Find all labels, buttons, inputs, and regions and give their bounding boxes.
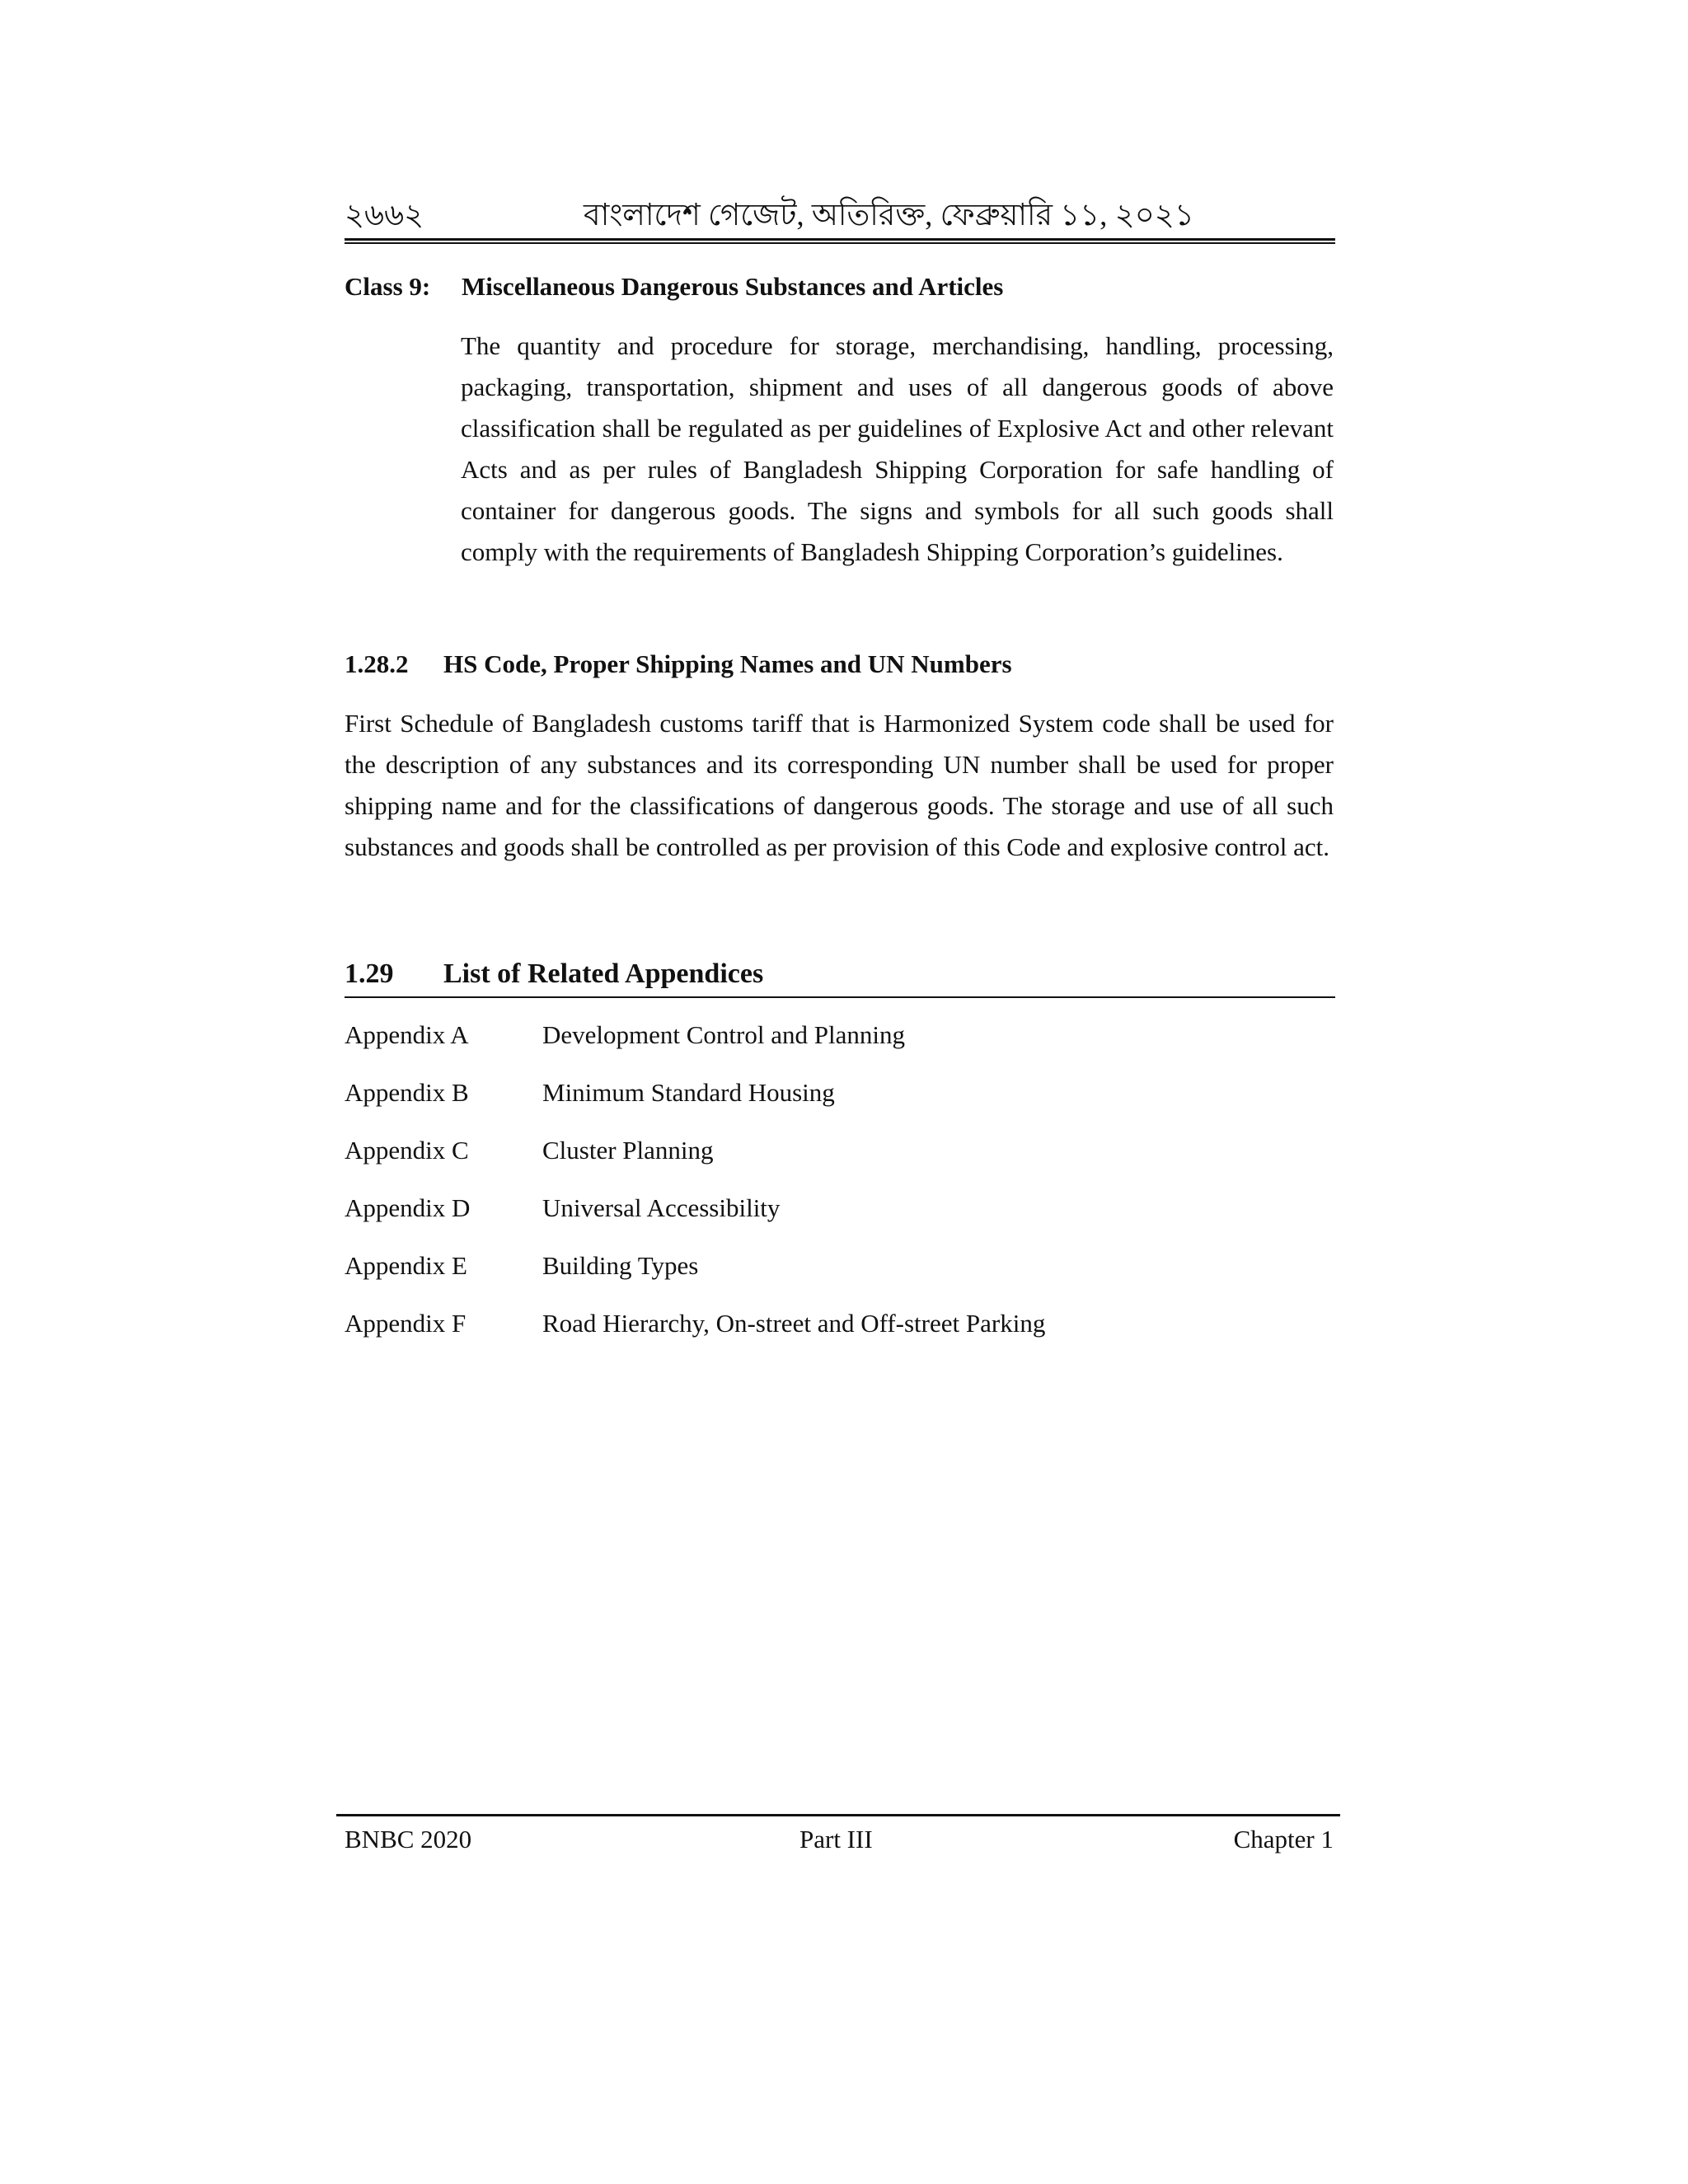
appendix-id: Appendix B — [345, 1078, 469, 1107]
list-item — [345, 1076, 1335, 1134]
appendix-id: Appendix C — [345, 1136, 469, 1165]
page-footer — [345, 1821, 1334, 1858]
section-1-28-2-body: First Schedule of Bangladesh customs tariff that is Harmonized System code shall be used for the description of any substances and its corresponding UN number shall be used for proper shipping name and for the classifications of dangerous goods. The storage and use of all such substances and goods shall be controlled as per provision of this Code and explosive control act. — [345, 709, 1334, 861]
list-item — [345, 1249, 1335, 1307]
appendix-title: Development Control and Planning — [542, 1020, 905, 1049]
footer-part: Part III — [799, 1825, 873, 1854]
appendix-id: Appendix D — [345, 1193, 471, 1222]
class9-label: Class 9: — [345, 272, 431, 301]
footer-code: BNBC 2020 — [345, 1825, 472, 1854]
header-rule-thick — [345, 238, 1335, 241]
appendix-title: Cluster Planning — [542, 1136, 714, 1165]
section-1-29-title: List of Related Appendices — [443, 958, 764, 989]
appendix-title: Universal Accessibility — [542, 1193, 781, 1222]
class9-body: The quantity and procedure for storage, merchandising, handling, processing, packaging, transportation, shipment and uses of all dangerous goods of above classification shall be regulated as per guidelines of Explosive Act and other relevant Acts and as per rules of Bangladesh Shipping Corporation for safe handling of container for dangerous goods. The signs and symbols for all such goods shall comply with the requirements of Bangladesh Shipping Corporation’s guidelines. — [461, 331, 1334, 566]
list-item — [345, 1019, 1335, 1076]
gazette-header — [345, 191, 1335, 241]
section-1-28-2-number: 1.28.2 — [345, 649, 409, 678]
header-rule-thin — [345, 242, 1335, 244]
footer-chapter: Chapter 1 — [1233, 1825, 1334, 1854]
section-1-28-2-heading — [345, 648, 1012, 681]
appendix-title: Road Hierarchy, On-street and Off-street Parking — [542, 1309, 1046, 1338]
appendix-title: Minimum Standard Housing — [542, 1078, 835, 1107]
section-rule — [345, 996, 1335, 998]
footer-rule — [336, 1814, 1340, 1816]
appendix-id: Appendix F — [345, 1309, 467, 1338]
document-page — [345, 0, 1335, 2184]
list-item — [345, 1307, 1335, 1365]
section-1-29-number: 1.29 — [345, 958, 394, 989]
appendix-id: Appendix E — [345, 1251, 467, 1280]
class9-heading — [345, 270, 1003, 303]
section-1-28-2-title: HS Code, Proper Shipping Names and UN Numbers — [443, 649, 1012, 678]
appendix-title: Building Types — [542, 1251, 699, 1280]
appendix-id: Appendix A — [345, 1020, 469, 1049]
class9-title: Miscellaneous Dangerous Substances and Articles — [462, 272, 1004, 301]
appendix-list — [345, 1019, 1335, 1365]
page-number: ২৬৬২ — [345, 199, 424, 232]
section-1-29-heading — [345, 956, 763, 992]
gazette-title: বাংলাদেশ গেজেট, অতিরিক্ত, ফেব্রুয়ারি ১১, ২০২১ — [584, 199, 1194, 232]
list-item — [345, 1134, 1335, 1192]
list-item — [345, 1192, 1335, 1249]
